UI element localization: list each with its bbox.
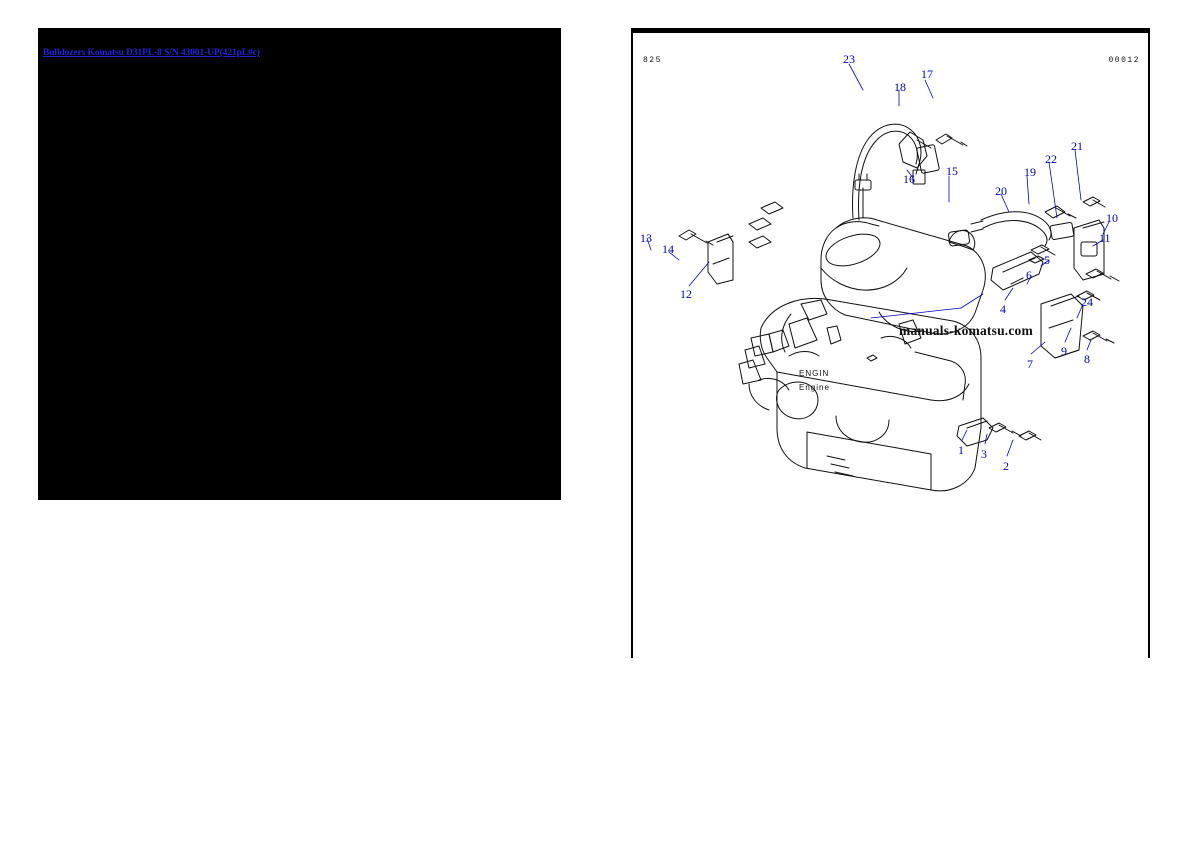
engine-assembly-drawing xyxy=(631,28,1150,658)
callout-18: 18 xyxy=(894,80,906,94)
left-image-panel xyxy=(38,28,561,500)
callout-4: 4 xyxy=(1000,302,1006,316)
callout-20: 20 xyxy=(995,184,1007,198)
breadcrumb[interactable]: Bulldozers Komatsu D31PL-8 S/N 43001-UP(421pL#c) xyxy=(43,48,260,58)
callout-9: 9 xyxy=(1061,344,1067,358)
callout-7: 7 xyxy=(1027,357,1033,371)
callout-5: 5 xyxy=(1044,253,1050,267)
callout-15: 15 xyxy=(946,164,958,178)
callout-14: 14 xyxy=(662,242,674,256)
callout-3: 3 xyxy=(981,447,987,461)
callout-6: 6 xyxy=(1026,268,1032,282)
diagram-code-left: 825 xyxy=(643,56,662,65)
callout-24: 24 xyxy=(1081,295,1093,309)
callout-13: 13 xyxy=(640,231,652,245)
callout-1: 1 xyxy=(958,443,964,457)
callout-23: 23 xyxy=(843,52,855,66)
callout-12: 12 xyxy=(680,287,692,301)
callout-19: 19 xyxy=(1024,165,1036,179)
callout-21: 21 xyxy=(1071,139,1083,153)
callout-22: 22 xyxy=(1045,152,1057,166)
watermark: manuals-komatsu.com xyxy=(899,323,1033,338)
callout-8: 8 xyxy=(1084,352,1090,366)
parts-diagram-panel xyxy=(631,28,1150,658)
diagram-code-right: 00012 xyxy=(1108,56,1140,65)
callout-16: 16 xyxy=(903,172,915,186)
engine-label-bottom: Engine xyxy=(799,383,830,392)
callout-11: 11 xyxy=(1099,231,1111,245)
callout-17: 17 xyxy=(921,67,933,81)
callout-2: 2 xyxy=(1003,459,1009,473)
callout-10: 10 xyxy=(1106,211,1118,225)
engine-label-top: ENGIN xyxy=(799,369,830,378)
